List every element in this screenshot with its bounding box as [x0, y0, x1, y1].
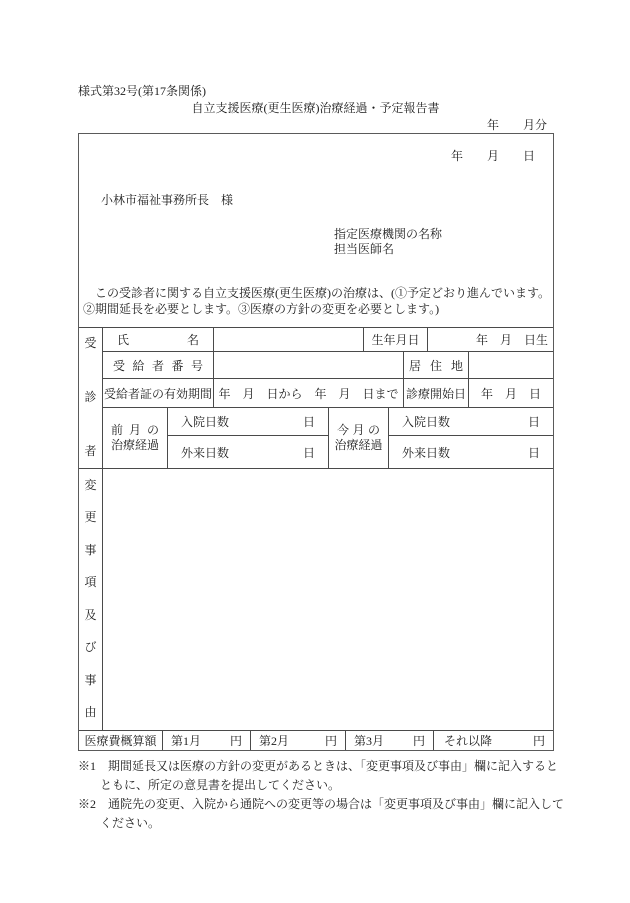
patient-rows — [103, 328, 553, 468]
name-input-cell — [214, 328, 364, 351]
institution-block — [334, 227, 442, 257]
note2-line1: ※2 通院先の変更、入院から通院への変更等の場合は「変更事項及び事由」欄に記入して — [78, 797, 565, 811]
changes-input-area — [103, 469, 553, 730]
statement-line-2: ②期間延長を必要とします。③医療の方針の変更を必要とします。) — [83, 302, 440, 316]
cost-month2-label: 第2月 — [259, 734, 290, 748]
prev-outpatient-cell — [168, 436, 328, 468]
changes-section-label: 変 更 事 項 及 び 事 由 — [79, 469, 103, 730]
curr-outpatient-label: 外来日数 — [402, 445, 451, 460]
footnotes — [78, 757, 583, 833]
cost-after-cell — [434, 731, 553, 750]
curr-hospitalization-unit: 日 — [527, 415, 540, 429]
statement-line-1: この受診者に関する自立支援医療(更生医療)の治療は、(①予定どおり進んでいます。 — [83, 286, 551, 300]
note2-line2: ください。 — [100, 816, 161, 830]
cost-month2-cell — [251, 731, 346, 750]
prev-hospitalization-cell — [168, 408, 328, 436]
form-number: 様式第32号(第17条関係) — [78, 84, 206, 98]
institution-name-label: 指定医療機関の名称 — [334, 227, 443, 241]
patient-section-label: 受 診 者 — [79, 328, 103, 468]
cost-month1-unit: 円 — [229, 734, 242, 748]
prev-outpatient-unit: 日 — [302, 445, 315, 460]
cost-after-label: それ以降 — [444, 734, 493, 748]
curr-month-values — [389, 408, 553, 468]
curr-month-progress-label — [329, 408, 389, 468]
recipient-number-row — [103, 352, 553, 379]
addressee: 小林市福祉事務所長 様 — [101, 193, 234, 207]
treatment-start-label: 診療開始日 — [404, 379, 469, 407]
cost-month3-unit: 円 — [412, 734, 425, 748]
cost-after-unit: 円 — [532, 734, 545, 748]
prev-month-progress-label — [103, 408, 168, 468]
validity-row — [103, 379, 553, 408]
cost-month1-cell — [163, 731, 251, 750]
page-title: 自立支援医療(更生医療)治療経過・予定報告書 — [191, 101, 440, 115]
residence-label: 居 住 地 — [404, 352, 469, 378]
note1-line1: ※1 期間延長又は医療の方針の変更があるときは、「変更事項及び事由」欄に記入すると — [78, 759, 559, 773]
cost-month3-cell — [346, 731, 434, 750]
prev-month-label-line1: 前 月 の — [111, 423, 159, 437]
recipient-number-label: 受 給 者 番 号 — [103, 352, 214, 378]
birth-date-label: 生年月日 — [364, 328, 428, 351]
prev-month-values — [168, 408, 329, 468]
name-row — [103, 328, 553, 352]
doctor-name-label: 担当医師名 — [334, 242, 395, 256]
curr-outpatient-cell — [389, 436, 553, 468]
curr-month-label-line2: 治療経過 — [334, 438, 383, 452]
prev-outpatient-label: 外来日数 — [181, 445, 230, 460]
validity-period-label: 受給者証の有効期間 — [103, 379, 214, 407]
birth-date-value: 年 月 日生 — [475, 333, 548, 347]
patient-section — [79, 328, 553, 469]
curr-hospitalization-label: 入院日数 — [402, 415, 451, 429]
prev-hospitalization-unit: 日 — [302, 415, 315, 429]
statement-paragraph — [83, 285, 553, 317]
treatment-start-value: 年 月 日 — [480, 386, 541, 401]
cost-month3-label: 第3月 — [354, 734, 385, 748]
form-outer-box — [78, 133, 554, 751]
cost-estimate-label: 医療費概算額 — [79, 731, 163, 750]
residence-input-cell — [469, 352, 553, 378]
curr-month-label-line1: 今 月 の — [337, 423, 380, 437]
note1-line2: ともに、所定の意見書を提出してください。 — [100, 778, 341, 792]
changes-section — [79, 469, 553, 731]
recipient-number-input-cell — [214, 352, 404, 378]
prev-month-label-line2: 治療経過 — [110, 438, 159, 452]
progress-rows — [103, 408, 553, 468]
form-table — [79, 327, 553, 750]
report-period-line: 年 月分 — [486, 118, 547, 132]
cost-month2-unit: 円 — [324, 734, 337, 748]
curr-hospitalization-cell — [389, 408, 553, 436]
curr-outpatient-unit: 日 — [527, 445, 540, 460]
validity-period-value: 年 月 日から 年 月 日まで — [214, 379, 404, 407]
report-date-line: 年 月 日 — [450, 149, 535, 163]
prev-hospitalization-label: 入院日数 — [181, 415, 230, 429]
cost-month1-label: 第1月 — [171, 734, 202, 748]
name-label: 氏 名 — [103, 328, 214, 351]
cost-row — [79, 731, 553, 750]
